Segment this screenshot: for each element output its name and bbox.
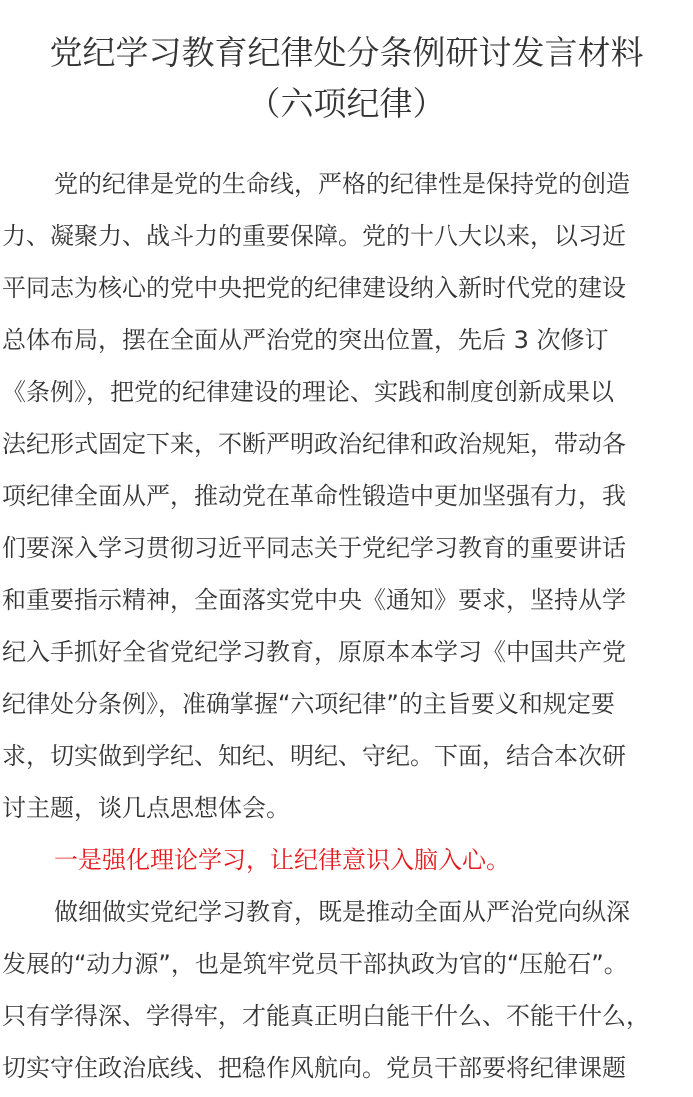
paragraph-line: 纪律处分条例》，准确掌握“六项纪律”的主旨要义和规定要 — [2, 690, 615, 718]
paragraph-line: 和重要指示精神，全面落实党中央《通知》要求，坚持从学 — [2, 586, 626, 614]
paragraph-line: 做细做实党纪学习教育，既是推动全面从严治党向纵深 — [54, 898, 630, 926]
paragraph-line: 《条例》，把党的纪律建设的理论、实践和制度创新成果以 — [2, 378, 614, 406]
paragraph-line: 平同志为核心的党中央把党的纪律建设纳入新时代党的建设 — [2, 274, 626, 302]
paragraph-line: 求，切实做到学纪、知纪、明纪、守纪。下面，结合本次研 — [2, 742, 626, 770]
paragraph-line: 切实守住政治底线、把稳作风航向。党员干部要将纪律课题 — [2, 1054, 626, 1082]
paragraph-line: 只有学得深、学得牢，才能真正明白能干什么、不能干什么， — [2, 1002, 650, 1030]
paragraph-line: 党的纪律是党的生命线，严格的纪律性是保持党的创造 — [54, 170, 630, 198]
paragraph-line: 纪入手抓好全省党纪学习教育，原原本本学习《中国共产党 — [2, 638, 626, 666]
paragraph-line: 讨主题，谈几点思想体会。 — [2, 794, 290, 822]
document-title-line2: （六项纪律） — [247, 84, 446, 123]
section-heading: 一是强化理论学习，让纪律意识入脑入心。 — [54, 846, 510, 874]
paragraph-line: 法纪形式固定下来，不断严明政治纪律和政治规矩，带动各 — [2, 430, 626, 458]
document-title-line1: 党纪学习教育纪律处分条例研讨发言材料 — [49, 33, 644, 72]
paragraph-line: 发展的“动力源”，也是筑牢党员干部执政为官的“压舱石”。 — [2, 950, 628, 978]
paragraph-line: 项纪律全面从严，推动党在革命性锻造中更加坚强有力，我 — [2, 482, 626, 510]
document-body — [2, 158, 691, 1094]
paragraph-line: 总体布局，摆在全面从严治党的突出位置，先后 3 次修订 — [2, 326, 609, 354]
paragraph-line: 力、凝聚力、战斗力的重要保障。党的十八大以来，以习近 — [2, 222, 626, 250]
paragraph-line: 们要深入学习贯彻习近平同志关于党纪学习教育的重要讲话 — [2, 534, 626, 562]
